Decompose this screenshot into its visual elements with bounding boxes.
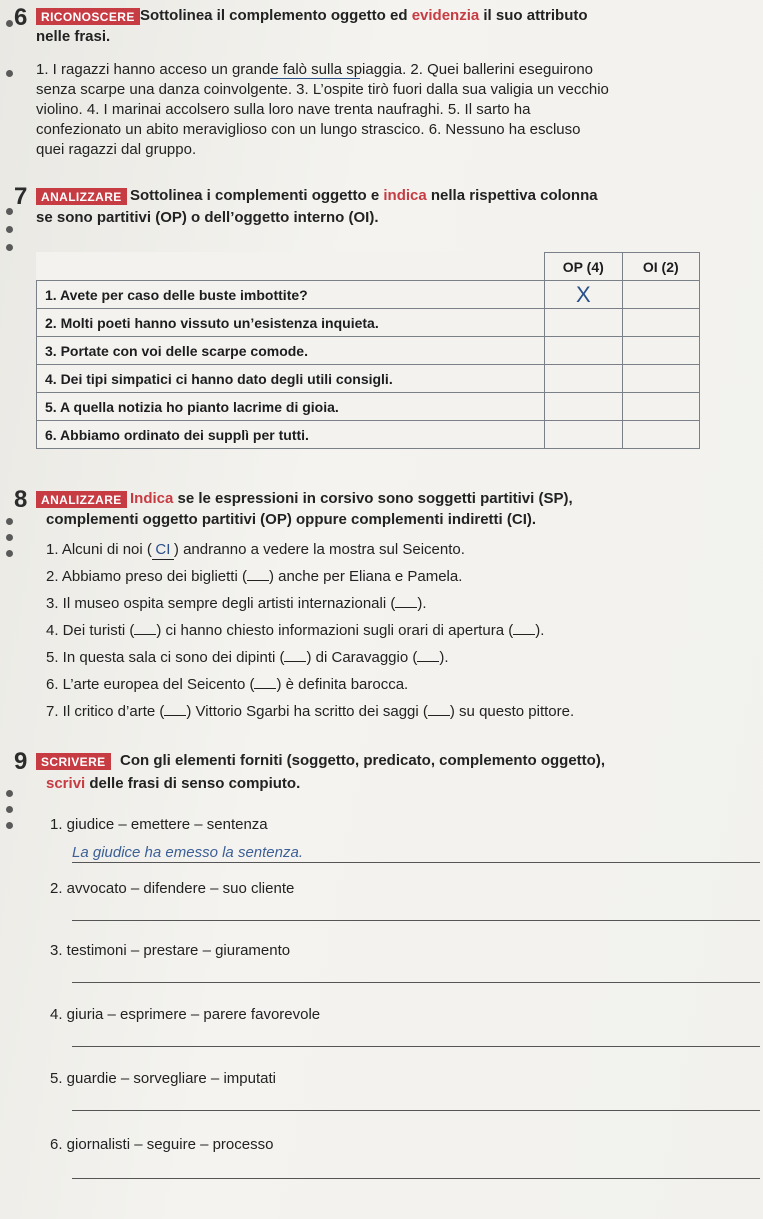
binder-hole [6, 208, 13, 215]
table-cell-sentence: 6. Abbiamo ordinato dei supplì per tutti. [37, 421, 545, 449]
answer-blank[interactable] [417, 661, 439, 662]
binder-hole [6, 534, 13, 541]
table-row [37, 421, 700, 449]
binder-hole [6, 518, 13, 525]
exercise-text-line: confezionato un abito meraviglioso con un lungo strascico. 6. Nessuno ha escluso [36, 121, 581, 138]
table-cell-sentence: 3. Portate con voi delle scarpe comode. [37, 337, 545, 365]
exercise-instruction: Con gli elementi forniti (soggetto, predicato, complemento oggetto), [120, 752, 606, 769]
exercise-instruction-line2: nelle frasi. [36, 28, 111, 45]
writing-prompt: 4. giuria – esprimere – parere favorevole [50, 1006, 321, 1023]
table-row [37, 365, 700, 393]
table-cell-oi[interactable] [622, 393, 699, 421]
writing-line[interactable] [72, 920, 760, 921]
table-cell-oi[interactable] [622, 281, 699, 309]
handwritten-answer: La giudice ha emesso la sentenza. [72, 844, 303, 861]
column-header-oi: OI (2) [622, 253, 699, 281]
exercise-number: 9 [14, 748, 28, 775]
binder-hole [6, 70, 13, 77]
table-cell-op[interactable] [545, 421, 622, 449]
exercise-number: 7 [14, 183, 28, 210]
table-cell-oi[interactable] [622, 337, 699, 365]
exercise-instruction-line2: complementi oggetto partitivi (OP) oppure complementi indiretti (CI). [46, 511, 537, 528]
binder-hole [6, 550, 13, 557]
exercise-number: 8 [14, 486, 28, 513]
exercise-tag: RICONOSCERE [36, 8, 140, 25]
exercise-text-line: 1. I ragazzi hanno acceso un grande falò sulla spiaggia. 2. Quei ballerini eseguirono [36, 61, 594, 78]
binder-hole [6, 244, 13, 251]
table-cell-sentence: 1. Avete per caso delle buste imbottite? [37, 281, 545, 309]
table-header-row [37, 253, 700, 281]
answer-blank[interactable] [254, 688, 276, 689]
table-cell-sentence: 4. Dei tipi simpatici ci hanno dato degli utili consigli. [37, 365, 545, 393]
table-row [37, 309, 700, 337]
table-cell-op[interactable] [545, 309, 622, 337]
exercise-instruction-line2: se sono partitivi (OP) o dell’oggetto interno (OI). [36, 209, 379, 226]
binder-hole [6, 226, 13, 233]
table-cell-op[interactable] [545, 393, 622, 421]
exercise-table [36, 252, 700, 449]
exercise-sentence: 2. Abbiamo preso dei biglietti ( ) anche per Eliana e Pamela. [46, 568, 463, 585]
writing-prompt: 1. giudice – emettere – sentenza [50, 816, 268, 833]
exercise-tag: ANALIZZARE [36, 188, 127, 205]
answer-blank[interactable] [247, 580, 269, 581]
answer-blank[interactable] [395, 607, 417, 608]
binder-hole [6, 20, 13, 27]
table-cell-oi[interactable] [622, 421, 699, 449]
exercise-instruction-line2: scrivi delle frasi di senso compiuto. [46, 775, 301, 792]
writing-line[interactable] [72, 982, 760, 983]
exercise-sentence: 4. Dei turisti ( ) ci hanno chiesto informazioni sugli orari di apertura ( ). [46, 622, 545, 639]
exercise-tag: ANALIZZARE [36, 491, 127, 508]
writing-prompt: 5. guardie – sorvegliare – imputati [50, 1070, 276, 1087]
answer-blank[interactable] [513, 634, 535, 635]
exercise-sentence: 6. L’arte europea del Seicento ( ) è definita barocca. [46, 676, 409, 693]
writing-line[interactable] [72, 1046, 760, 1047]
writing-prompt: 2. avvocato – difendere – suo cliente [50, 880, 295, 897]
table-row [37, 337, 700, 365]
exercise-number: 6 [14, 4, 28, 31]
exercise-sentence: 7. Il critico d’arte ( ) Vittorio Sgarbi ha scritto dei saggi ( ) su questo pittore. [46, 703, 575, 720]
writing-line[interactable] [72, 862, 760, 863]
binder-hole [6, 806, 13, 813]
exercise-tag: SCRIVERE [36, 753, 111, 770]
exercise-sentence: 5. In questa sala ci sono dei dipinti ( ) di Caravaggio ( ). [46, 649, 449, 666]
answer-blank[interactable] [164, 715, 186, 716]
exercise-instruction: Indica se le espressioni in corsivo sono soggetti partitivi (SP), [130, 490, 573, 507]
table-cell-oi[interactable] [622, 309, 699, 337]
answer-blank[interactable] [284, 661, 306, 662]
answer-blank[interactable] [134, 634, 156, 635]
table-cell-sentence: 2. Molti poeti hanno vissuto un’esistenza inquieta. [37, 309, 545, 337]
table-row [37, 281, 700, 309]
binder-hole [6, 822, 13, 829]
table-header-empty [37, 253, 545, 281]
answer-blank[interactable]: CI [152, 540, 174, 560]
exercise-instruction: Sottolinea i complementi oggetto e indica nella rispettiva colonna [130, 187, 598, 204]
exercise-sentence: 1. Alcuni di noi ( CI ) andranno a vedere la mostra sul Seicento. [46, 541, 465, 558]
table-row [37, 393, 700, 421]
writing-line[interactable] [72, 1178, 760, 1179]
handwritten-underline [270, 78, 360, 79]
table-cell-op[interactable] [545, 337, 622, 365]
binder-hole [6, 790, 13, 797]
writing-line[interactable] [72, 1110, 760, 1111]
exercise-text-line: senza scarpe una danza coinvolgente. 3. L’ospite tirò fuori dalla sua valigia un vecchio [36, 81, 609, 98]
column-header-op: OP (4) [545, 253, 622, 281]
table-cell-sentence: 5. A quella notizia ho pianto lacrime di gioia. [37, 393, 545, 421]
table-cell-op[interactable] [545, 365, 622, 393]
exercise-text-line: quei ragazzi dal gruppo. [36, 141, 197, 158]
answer-mark: X [575, 281, 591, 307]
exercise-instruction: Sottolinea il complemento oggetto ed evidenzia il suo attributo [140, 7, 588, 24]
exercise-sentence: 3. Il museo ospita sempre degli artisti internazionali ( ). [46, 595, 427, 612]
writing-prompt: 6. giornalisti – seguire – processo [50, 1136, 274, 1153]
table-cell-oi[interactable] [622, 365, 699, 393]
exercise-text-line: violino. 4. I marinai accolsero sulla loro nave trenta naufraghi. 5. Il sarto ha [36, 101, 531, 118]
writing-prompt: 3. testimoni – prestare – giuramento [50, 942, 291, 959]
table-cell-op[interactable] [545, 281, 622, 309]
answer-blank[interactable] [428, 715, 450, 716]
